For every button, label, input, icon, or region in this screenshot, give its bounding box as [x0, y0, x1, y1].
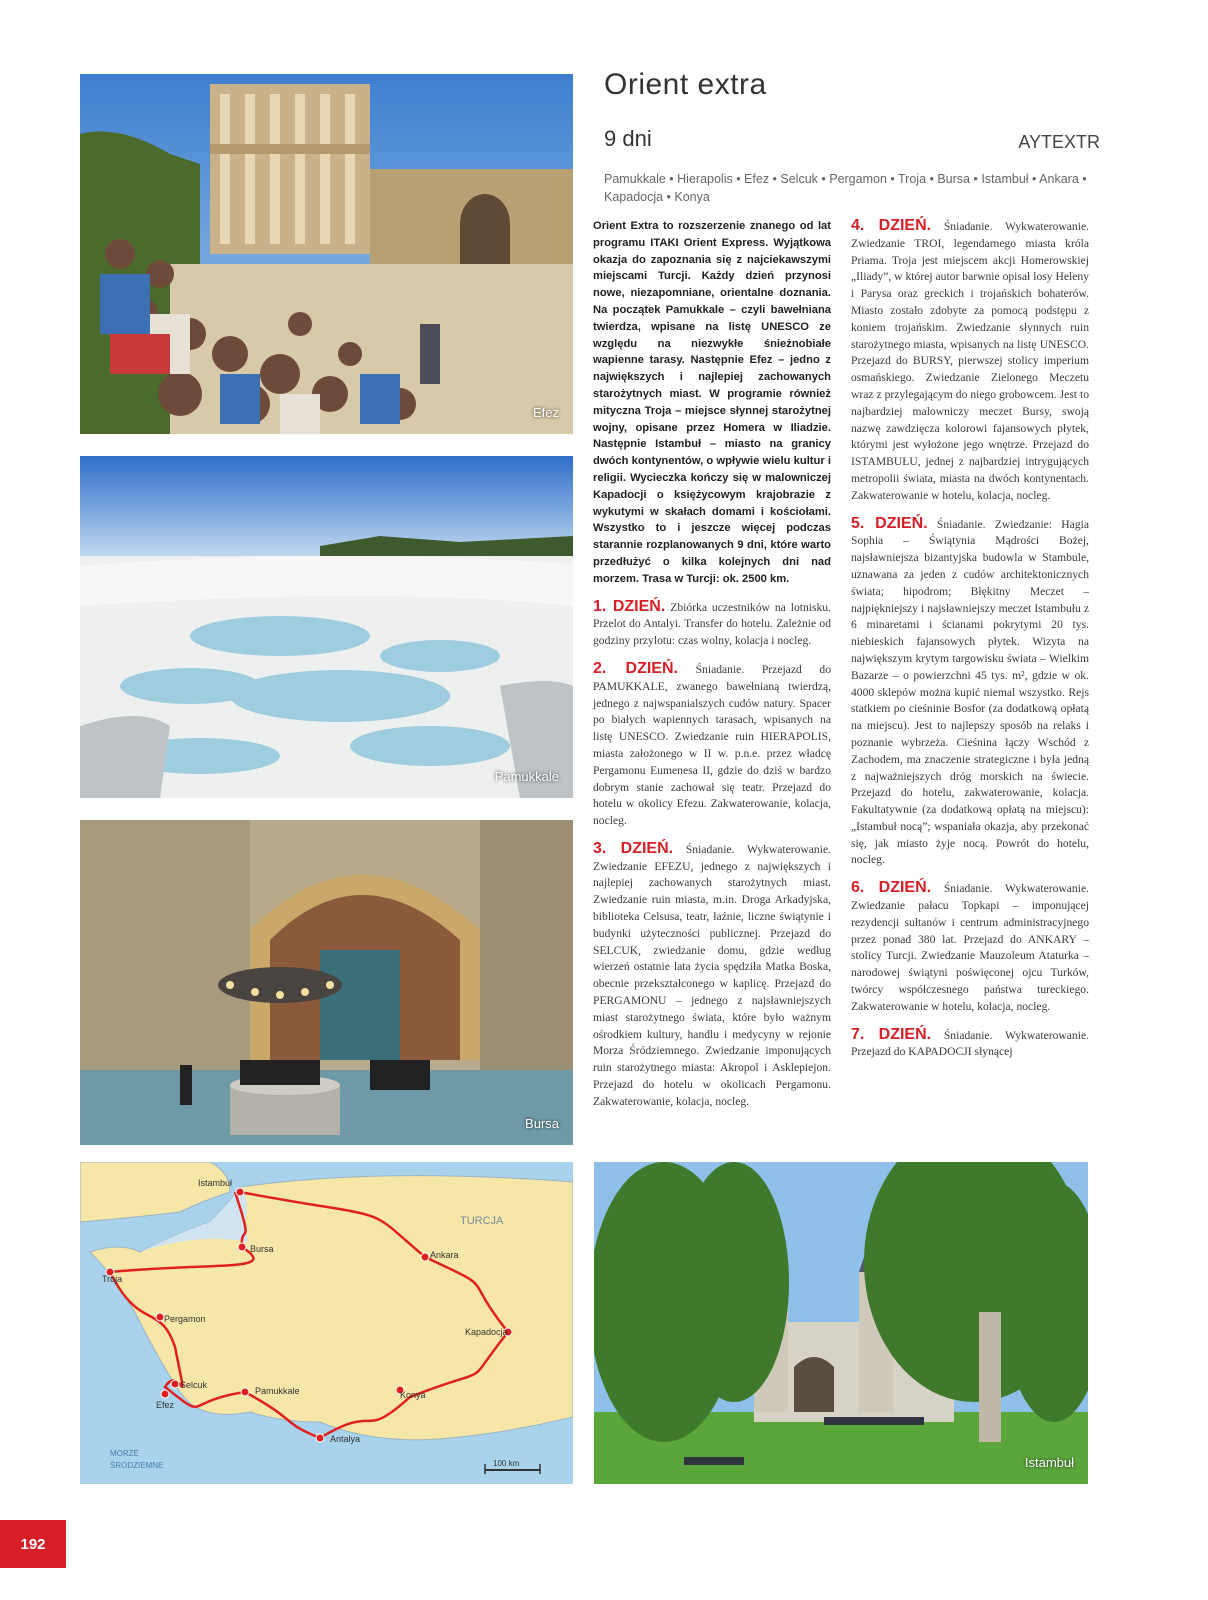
text-column-1 [593, 218, 831, 1122]
photo-caption: Istambuł [1024, 1455, 1074, 1470]
day-text: Śniadanie. Przejazd do PAMUKKALE, zwanego bawełnianą twierdzą, jednego z najwspanialszych cudów natury. Spacer po białych wapiennych tarasach, wpisanych na listę UNESCO. Zwiedzanie ruin HIERAPOLIS, miasta założonego w II w. p.n.e. przez władcę Pergamonu Eumenesa II, gdzie do dziś w bardzo dobrym stanie zachował się teatr. Przejazd do hotelu w okolicy Efezu. Zakwaterowanie, kolacja, nocleg. [593, 662, 831, 828]
photo-pamukkale [80, 456, 573, 798]
route-map [80, 1162, 573, 1484]
day-label: 6. DZIEŃ. [851, 879, 932, 897]
map-label-pamukkale: Pamukkale [255, 1386, 300, 1396]
day-4 [851, 218, 1089, 505]
map-label-istambul: Istambuł [198, 1178, 233, 1188]
day-3 [593, 841, 831, 1111]
day-7 [851, 1027, 1089, 1062]
photo-istambul [594, 1162, 1088, 1484]
map-image [80, 1162, 573, 1484]
photo-caption: Efez [532, 405, 559, 420]
photo-caption: Bursa [525, 1116, 559, 1131]
map-sea-label-2: ŚRÓDZIEMNE [110, 1461, 164, 1470]
photo-caption: Pamukkale [494, 769, 559, 784]
day-2 [593, 661, 831, 830]
photo-efez [80, 74, 573, 434]
day-text: Zbiórka uczestników na lotnisku. Przelot do Antalyi. Transfer do hotelu. Zależnie od godziny przylotu: czas wolny, kolacja i nocleg. [593, 600, 831, 648]
day-label: 7. DZIEŃ. [851, 1025, 932, 1043]
map-sea-label: MORZE [110, 1449, 139, 1458]
istambul-image [594, 1162, 1088, 1484]
pamukkale-image [80, 456, 573, 798]
day-label: 5. DZIEŃ. [851, 514, 928, 532]
map-label-kapadocja: Kapadocja [465, 1327, 508, 1337]
map-label-bursa: Bursa [250, 1244, 274, 1254]
map-label-konya: Konya [400, 1390, 426, 1400]
map-label-ankara: Ankara [430, 1250, 459, 1260]
map-label-troja: Troja [102, 1274, 123, 1284]
map-country-label: TURCJA [460, 1215, 504, 1227]
bursa-image [80, 820, 573, 1145]
map-scale-label: 100 km [493, 1459, 520, 1468]
page-title: Orient extra [604, 68, 767, 101]
trip-duration: 9 dni [604, 126, 652, 151]
map-label-antalya: Antalya [330, 1434, 361, 1444]
trip-route: Pamukkale • Hierapolis • Efez • Selcuk • Pergamon • Troja • Bursa • Istambuł • Ankara • Kapadocja • Konya [604, 172, 1087, 204]
trip-code: AYTEXTR [1018, 132, 1100, 152]
intro-paragraph: Orient Extra to rozszerzenie znanego od lat programu ITAKI Orient Express. Wyjątkowa okazja do zapoznania się z najciekawszymi miejscami Turcji. Każdy dzień przynosi nowe, niezapomniane, orientalne doznania. Na początek Pamukkale – czyli bawełniana twierdza, wpisane na listę UNESCO ze względu na niezwykłe śnieżnobiałe wapienne tarasy. Następnie Efez – jedno z największych i najlepiej zachowanych starożytnych miast. W programie również mityczna Troja – miejsce słynnej starożytnej wojny, opisane przez Homera w Iliadzie. Następnie Istambuł – miasto na granicy dwóch kontynentów, o wpływie wielu kultur i religii. Wycieczka kończy się w malowniczej Kapadocji o księżycowym krajobrazie z wykutymi w skałach domami i kościołami. Wszystko to i jeszcze więcej podczas starannie rozplanowanych 9 dni, które warto przedłużyć o kilka kolejnych dni nad morzem. Trasa w Turcji: ok. 2500 km. [593, 220, 831, 585]
efez-image [80, 74, 573, 434]
day-1 [593, 599, 831, 650]
day-text: Śniadanie. Wykwaterowanie. Zwiedzanie EFEZU, jednego z największych i najlepiej zachowanych starożytnych miast. Zwiedzanie ruin miasta, m.in. Droga Arkadyjska, biblioteka Celsusa, teatr, łaźnie, liczne świątynie i budynki użyteczności publicznej. Przejazd do SELCUK, zwiedzanie domu, gdzie według wierzeń ostatnie lata życia spędziła Matka Boska, obecnie przekształconego w kaplicę. Przejazd do PERGAMONU – jednego z najsławniejszych miast starożytnego świata, które było ważnym ośrodkiem kultury, handlu i medycyny w rejonie Morza Śródziemnego. Zwiedzanie imponujących ruin starożytnego miasta: Akropol i Asklepiejon. Przejazd do hotelu w okolicach Pergamonu. Zakwaterowanie, kolacja, nocleg. [593, 842, 831, 1108]
map-label-selcuk: Selcuk [180, 1380, 208, 1390]
day-6 [851, 880, 1089, 1015]
day-text: Śniadanie. Wykwaterowanie. Zwiedzanie pałacu Topkapi – imponującej rezydencji sułtanów i centrum administracyjnego przez ponad 380 lat. Przejazd do ANKARY – stolicy Turcji. Zwiedzanie Mauzoleum Ataturka – narodowej świątyni poświęconej ojcu Turków, twórcy współczesnego państwa tureckiego. Zakwaterowanie w hotelu, kolacja, nocleg. [851, 882, 1089, 1013]
page-number: 192 [0, 1520, 66, 1568]
map-label-efez: Efez [156, 1400, 175, 1410]
day-label: 1. DZIEŃ. [593, 597, 666, 615]
day-text: Śniadanie. Wykwaterowanie. Zwiedzanie TROI, legendarnego miasta króla Priama. Troja jest miejscem akcji Homerowskiej „Iliady”, w której autor barwnie opisał losy Heleny i Parysa oraz greckich i trojańskich bohaterów. Miasto zostało zdobyte za pomocą podstępu z koniem trojańskim. Zwiedzanie słynnych ruin starożytnego miasta, wpisanych na listę UNESCO. Przejazd do BURSY, pierwszej stolicy imperium osmańskiego. Zwiedzanie Zielonego Meczetu wraz z przylegającym do niego grobowcem. Jest to najbardziej malowniczy meczet Bursy, swoją nazwę zawdzięcza kolorowi fajansowych płytek, którymi jest wyłożone jego wnętrze. Przejazd do ISTAMBUŁU, jednej z najbardziej intrygujących metropolii świata, miasta na dwóch kontynentach. Zakwaterowanie w hotelu, kolacja, nocleg. [851, 220, 1089, 502]
map-label-pergamon: Pergamon [164, 1314, 206, 1324]
day-text: Śniadanie. Wykwaterowanie. Przejazd do KAPADOCJI słynącej [851, 1028, 1089, 1059]
day-label: 3. DZIEŃ. [593, 839, 674, 857]
photo-bursa [80, 820, 573, 1145]
day-5 [851, 516, 1089, 870]
day-text: Śniadanie. Zwiedzanie: Hagia Sophia – Świątynia Mądrości Bożej, najsławniejsza bizantyjska budowla w Stambule, uznawana za jeden z cudów architektonicznych świata; hipodrom; Błękitny Meczet – najpiękniejszy i najsławniejszy meczet Istambułu z 6 minaretami i ścianami pokrytymi 20 tys. niebieskich fajansowych płytek. Wizyta na największym krytym targowisku świata – Wielkim Bazarze – o powierzchni 45 tys. m², gdzie w ok. 4000 sklepów można kupić niemal wszystko. Rejs statkiem po cieśninie Bosfor (za dodatkową opłatą na miejscu). Jest to najlepszy sposób na relaks i poznanie wybrzeża. Cieśnina łączy Wschód z Zachodem, ma znaczenie strategiczne i była jedną z najważniejszych dróg morskich na świecie. Przejazd do hotelu, zakwaterowanie, kolacja. Fakultatywnie (za dodatkową opłatą na miejscu): „Istambuł nocą”; wspaniała okazja, aby przekonać się, jak miasto żyje nocą. Powrót do hotelu, nocleg. [851, 517, 1089, 867]
day-label: 4. DZIEŃ. [851, 217, 932, 234]
day-label: 2. DZIEŃ. [593, 659, 678, 677]
text-column-2 [851, 218, 1089, 1072]
